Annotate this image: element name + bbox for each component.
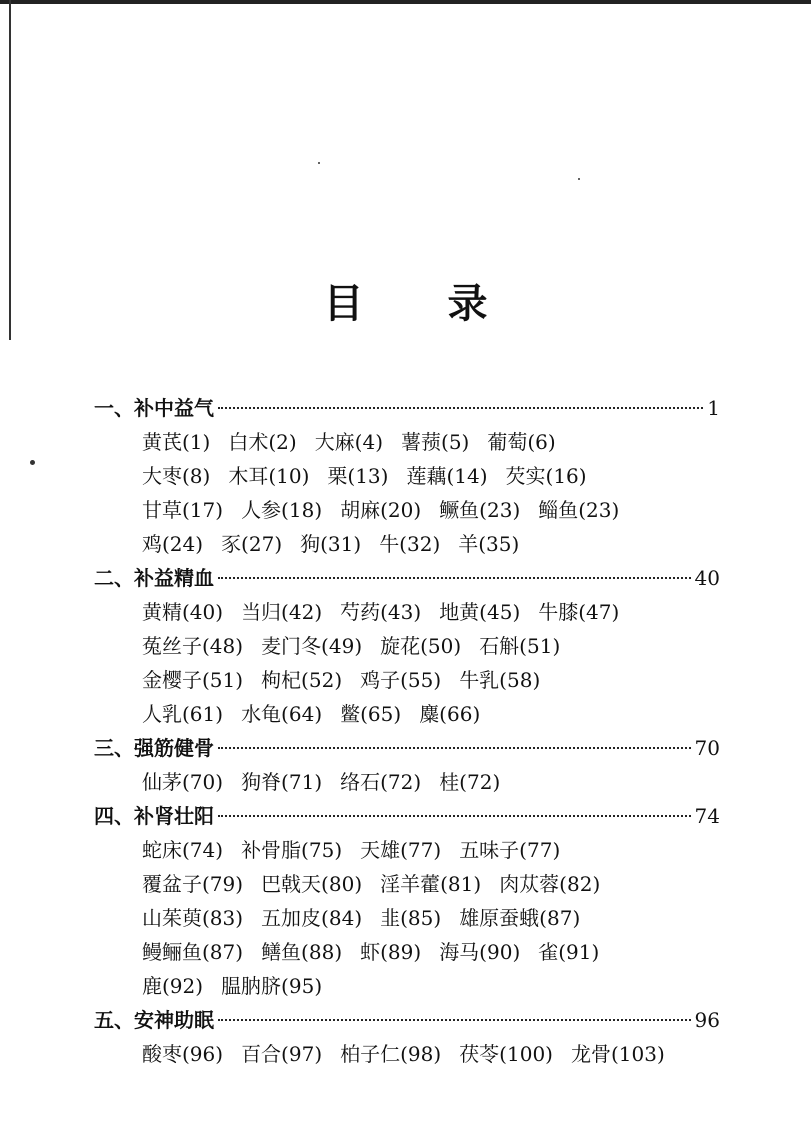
- toc-entry[interactable]: 补骨脂(75): [241, 838, 343, 862]
- top-rule: [0, 0, 811, 4]
- toc-entry[interactable]: 胡麻(20): [340, 498, 422, 522]
- toc-entry-row: [94, 1037, 720, 1071]
- toc-entry-row: [94, 459, 720, 493]
- toc-entry[interactable]: 葡萄(6): [487, 430, 556, 454]
- toc-entry-row: [94, 901, 720, 935]
- toc-entry[interactable]: 五味子(77): [459, 838, 561, 862]
- section-page-number: 70: [694, 736, 720, 760]
- toc-entry[interactable]: 蛇床(74): [142, 838, 224, 862]
- toc-entry[interactable]: 五加皮(84): [261, 906, 363, 930]
- toc-section-heading[interactable]: [94, 1003, 720, 1037]
- toc-entry[interactable]: 芍药(43): [340, 600, 422, 624]
- toc-entry[interactable]: 水龟(64): [241, 702, 323, 726]
- toc-entry[interactable]: 豕(27): [221, 532, 283, 556]
- toc-entry[interactable]: 栗(13): [327, 464, 389, 488]
- toc-entry[interactable]: 木耳(10): [228, 464, 310, 488]
- toc-entry[interactable]: 鹿(92): [142, 974, 204, 998]
- toc-entry[interactable]: 麦门冬(49): [261, 634, 363, 658]
- leader-dots: [218, 815, 691, 817]
- toc-entry[interactable]: 枸杞(52): [261, 668, 343, 692]
- section-page-number: 1: [707, 396, 720, 420]
- toc-section-heading[interactable]: [94, 391, 720, 425]
- section-title: 一、补中益气: [94, 396, 214, 420]
- toc-entry[interactable]: 龙骨(103): [570, 1042, 665, 1066]
- toc-entry[interactable]: 芡实(16): [505, 464, 587, 488]
- toc-entry[interactable]: 甘草(17): [142, 498, 224, 522]
- toc-entry[interactable]: 白术(2): [228, 430, 297, 454]
- toc-entry[interactable]: 鳗鲡鱼(87): [142, 940, 244, 964]
- toc-entry[interactable]: 淫羊藿(81): [380, 872, 482, 896]
- toc-entry[interactable]: 桂(72): [439, 770, 501, 794]
- scan-speck: [318, 162, 320, 164]
- toc-entry-row: [94, 697, 720, 731]
- toc-entry[interactable]: 薯蓣(5): [401, 430, 470, 454]
- toc-entry-row: [94, 663, 720, 697]
- toc-entry[interactable]: 金樱子(51): [142, 668, 244, 692]
- page-title: [0, 272, 811, 329]
- toc-entry-row: [94, 629, 720, 663]
- toc-entry[interactable]: 仙茅(70): [142, 770, 224, 794]
- toc-section-heading[interactable]: [94, 731, 720, 765]
- toc-entry[interactable]: 旋花(50): [380, 634, 462, 658]
- toc-entry[interactable]: 麋(66): [419, 702, 481, 726]
- toc-entry[interactable]: 黄精(40): [142, 600, 224, 624]
- toc-entry-row: [94, 765, 720, 799]
- toc-entry-row: [94, 935, 720, 969]
- toc-entry[interactable]: 牛乳(58): [459, 668, 541, 692]
- toc-entry[interactable]: 腽肭脐(95): [221, 974, 323, 998]
- toc-entry[interactable]: 酸枣(96): [142, 1042, 224, 1066]
- toc-entry[interactable]: 鳜鱼(23): [439, 498, 521, 522]
- toc-entry[interactable]: 狗脊(71): [241, 770, 323, 794]
- toc-entry[interactable]: 虾(89): [360, 940, 422, 964]
- title-char-2: 录: [447, 281, 488, 327]
- toc-section-heading[interactable]: [94, 799, 720, 833]
- section-page-number: 40: [694, 566, 720, 590]
- toc-entry-row: [94, 527, 720, 561]
- leader-dots: [218, 577, 691, 579]
- section-title: 五、安神助眠: [94, 1008, 214, 1032]
- toc-entry[interactable]: 络石(72): [340, 770, 422, 794]
- toc-entry[interactable]: 石斛(51): [479, 634, 561, 658]
- toc-entry[interactable]: 菟丝子(48): [142, 634, 244, 658]
- toc-entry[interactable]: 牛(32): [379, 532, 441, 556]
- toc-entry[interactable]: 大枣(8): [142, 464, 211, 488]
- toc-entry[interactable]: 人参(18): [241, 498, 323, 522]
- scan-speck: [578, 178, 580, 180]
- toc-section-heading[interactable]: [94, 561, 720, 595]
- toc-entry[interactable]: 牛膝(47): [538, 600, 620, 624]
- leader-dots: [218, 747, 691, 749]
- toc-entry[interactable]: 人乳(61): [142, 702, 224, 726]
- scan-speck: [30, 460, 35, 465]
- toc-entry[interactable]: 鳝鱼(88): [261, 940, 343, 964]
- toc-entry[interactable]: 肉苁蓉(82): [499, 872, 601, 896]
- toc-entry-row: [94, 493, 720, 527]
- section-page-number: 96: [694, 1008, 720, 1032]
- toc-entry[interactable]: 巴戟天(80): [261, 872, 363, 896]
- toc-entry[interactable]: 韭(85): [380, 906, 442, 930]
- toc-entry[interactable]: 鸡子(55): [360, 668, 442, 692]
- toc-entry[interactable]: 鸡(24): [142, 532, 204, 556]
- toc-entry-row: [94, 833, 720, 867]
- toc-entry[interactable]: 地黄(45): [439, 600, 521, 624]
- toc-entry[interactable]: 柏子仁(98): [340, 1042, 442, 1066]
- section-title: 二、补益精血: [94, 566, 214, 590]
- toc-entry[interactable]: 海马(90): [439, 940, 521, 964]
- toc-entry[interactable]: 鲻鱼(23): [538, 498, 620, 522]
- table-of-contents: [94, 391, 720, 1071]
- toc-entry[interactable]: 当归(42): [241, 600, 323, 624]
- toc-entry[interactable]: 天雄(77): [360, 838, 442, 862]
- leader-dots: [218, 407, 703, 409]
- section-title: 三、强筋健骨: [94, 736, 214, 760]
- toc-entry[interactable]: 大麻(4): [314, 430, 384, 454]
- section-title: 四、补肾壮阳: [94, 804, 214, 828]
- toc-entry[interactable]: 山茱萸(83): [142, 906, 244, 930]
- toc-entry-row: [94, 595, 720, 629]
- toc-entry[interactable]: 鳖(65): [340, 702, 402, 726]
- leader-dots: [218, 1019, 691, 1021]
- toc-entry[interactable]: 雄原蚕蛾(87): [459, 906, 581, 930]
- toc-entry[interactable]: 羊(35): [458, 532, 520, 556]
- toc-entry[interactable]: 百合(97): [241, 1042, 323, 1066]
- toc-entry[interactable]: 茯苓(100): [459, 1042, 553, 1066]
- toc-entry-row: [94, 425, 720, 459]
- toc-entry-row: [94, 969, 720, 1003]
- toc-entry[interactable]: 莲藕(14): [406, 464, 488, 488]
- toc-entry[interactable]: 狗(31): [300, 532, 362, 556]
- title-char-1: 目: [323, 281, 364, 327]
- toc-entry[interactable]: 覆盆子(79): [142, 872, 244, 896]
- toc-entry-row: [94, 867, 720, 901]
- toc-entry[interactable]: 黄芪(1): [142, 430, 211, 454]
- section-page-number: 74: [694, 804, 720, 828]
- toc-entry[interactable]: 雀(91): [538, 940, 600, 964]
